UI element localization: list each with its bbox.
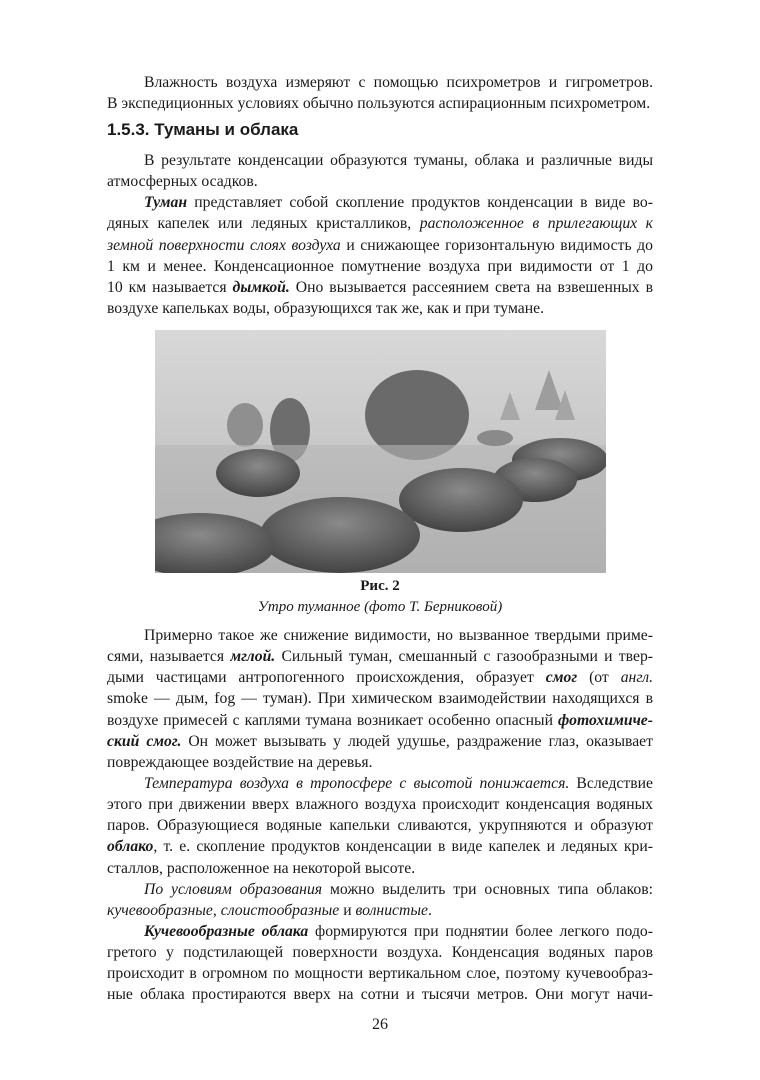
page-number: 26 bbox=[372, 1016, 388, 1033]
text-run: сталлов, расположенное на некоторой высоте. bbox=[107, 859, 416, 877]
italic-text: англ. bbox=[620, 669, 653, 687]
text-line bbox=[107, 667, 653, 688]
text-run: формируются при поднятии более легкого подо- bbox=[308, 922, 653, 940]
text-run: В результате конденсации образуются туманы, облака и различные виды bbox=[144, 152, 653, 169]
text-run: ные облака простираются вверх на сотни и тысячи метров. Они могут начи- bbox=[107, 986, 653, 1004]
text-run: сями, называется bbox=[107, 648, 231, 666]
text-run: Сильный туман, смешанный с газообразными и твер- bbox=[275, 648, 653, 666]
text-line bbox=[107, 879, 653, 900]
text-line bbox=[107, 942, 653, 963]
text-run: воздухе капельках воды, образующихся так же, как и при тумане. bbox=[107, 299, 545, 317]
text-run: Оно вызывается рассеянием света на взвешенных в bbox=[289, 278, 653, 296]
term-emphasis: фотохимиче- bbox=[557, 711, 653, 729]
italic-text: земной поверхности слоях воздуха bbox=[107, 236, 341, 254]
text-line bbox=[107, 710, 653, 731]
text-run: этого при движении вверх влажного воздуха происходит конденсация водяных bbox=[107, 796, 653, 814]
text-run: дяных капелек или ледяных кристалликов, bbox=[107, 215, 420, 233]
text-run: повреждающее воздействие на деревья. bbox=[107, 753, 373, 771]
term-emphasis: смог bbox=[545, 669, 578, 687]
text-line bbox=[107, 256, 653, 277]
text-line bbox=[107, 815, 653, 836]
paragraph-smog-clouds bbox=[107, 625, 653, 1006]
text-line bbox=[107, 93, 653, 114]
text-run: дыми частицами антропогенного происхождения, образует bbox=[107, 669, 546, 687]
text-line bbox=[107, 731, 653, 752]
figure-foggy-morning-photo bbox=[155, 330, 606, 573]
text-line bbox=[107, 900, 653, 921]
text-run: происходит в огромном по мощности вертикальном слое, поэтому кучевообраз- bbox=[107, 965, 653, 983]
text-run: воздухе примесей с каплями тумана возникает особенно опасный bbox=[107, 711, 558, 729]
section-heading: 1.5.3. Туманы и облака bbox=[107, 120, 299, 139]
text-run: (от bbox=[577, 669, 621, 687]
text-line bbox=[107, 858, 653, 879]
text-line bbox=[107, 688, 653, 709]
italic-text: Температура воздуха в тропосфере с высотой понижается. bbox=[144, 774, 570, 792]
text-run: , bbox=[212, 901, 221, 919]
text-run: можно выделить три основных типа облаков: bbox=[322, 880, 653, 898]
text-run: Вследствие bbox=[569, 774, 653, 792]
italic-text: По условиям образования bbox=[144, 880, 323, 898]
figure-label: Рис. 2 bbox=[360, 578, 400, 594]
text-line bbox=[107, 646, 653, 667]
term-emphasis: мглой. bbox=[230, 648, 276, 666]
italic-text: кучевообразные bbox=[107, 901, 213, 919]
text-run: представляет собой скопление продуктов конденсации в виде во- bbox=[187, 194, 653, 212]
text-run: 1 км и менее. Конденсационное помутнение воздуха при видимости от 1 до bbox=[107, 257, 653, 275]
text-line bbox=[107, 963, 653, 984]
term-emphasis: Туман bbox=[144, 194, 188, 212]
term-emphasis: дымкой. bbox=[232, 278, 290, 296]
text-run: . bbox=[427, 901, 432, 919]
text-line bbox=[107, 192, 653, 213]
text-run: В экспедиционных условиях обычно пользуются аспирационным психрометром. bbox=[107, 95, 651, 113]
text-line bbox=[107, 984, 653, 1005]
text-line bbox=[107, 298, 653, 319]
text-line bbox=[107, 72, 653, 93]
text-run: атмосферных осадков. bbox=[107, 173, 258, 191]
text-run: Примерно такое же снижение видимости, но вызванное твердыми приме- bbox=[144, 627, 653, 644]
text-line bbox=[107, 773, 653, 794]
text-run: , т. е. скопление продуктов конденсации в виде капелек и ледяных кри- bbox=[153, 838, 653, 856]
text-line bbox=[107, 171, 653, 192]
figure-caption: Утро туманное (фото Т. Берниковой) bbox=[257, 599, 503, 615]
text-run: Он может вызывать у людей удушье, раздражение глаз, оказывает bbox=[181, 732, 653, 750]
text-run: и bbox=[339, 901, 356, 919]
italic-text: волнистые bbox=[355, 901, 428, 919]
paragraph-fog bbox=[107, 150, 653, 319]
text-run: и снижающее горизонтальную видимость до bbox=[340, 236, 653, 254]
text-line bbox=[107, 277, 653, 298]
paragraph-humidity bbox=[107, 72, 653, 114]
text-line bbox=[107, 794, 653, 815]
italic-text: слоистообразные bbox=[220, 901, 340, 919]
term-emphasis: Кучевообразные облака bbox=[144, 922, 309, 940]
text-run: паров. Образующиеся водяные капельки сливаются, укрупняются и образуют bbox=[107, 817, 653, 835]
text-line bbox=[107, 150, 653, 171]
text-run: smoke — дым, fog — туман). При химическом взаимодействии находящихся в bbox=[107, 690, 653, 708]
text-run: гретого у подстилающей поверхности воздуха. Конденсация водяных паров bbox=[107, 944, 653, 962]
text-run: Влажность воздуха измеряют с помощью психрометров и гигрометров. bbox=[144, 74, 653, 91]
term-emphasis: ский смог. bbox=[107, 732, 182, 750]
text-line bbox=[107, 836, 653, 857]
text-line bbox=[107, 213, 653, 234]
text-line bbox=[107, 752, 653, 773]
term-emphasis: облако bbox=[107, 838, 154, 856]
italic-text: расположенное в прилегающих к bbox=[419, 215, 653, 233]
text-line bbox=[107, 921, 653, 942]
text-line bbox=[107, 625, 653, 646]
text-run: 10 км называется bbox=[107, 278, 233, 296]
text-line bbox=[107, 235, 653, 256]
